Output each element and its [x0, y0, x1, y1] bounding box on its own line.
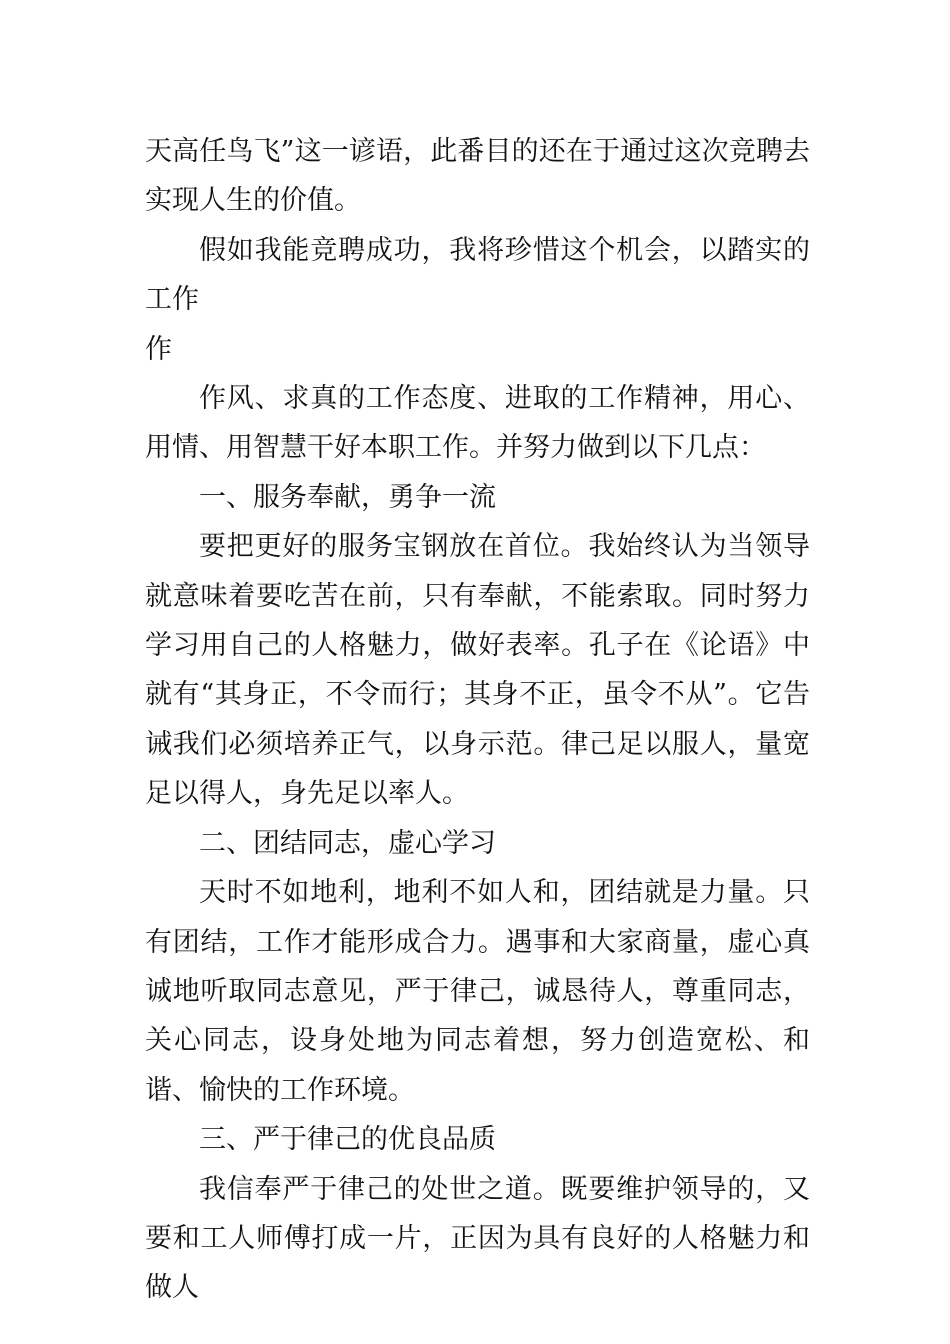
paragraph: 作: [145, 333, 172, 365]
paragraph: 天高任鸟飞”这一谚语，此番目的还在于通过这次竞聘去实现人生的价值。: [145, 136, 810, 217]
section-heading: 三、严于律己的优良品质: [199, 1124, 496, 1156]
paragraph: 天时不如地利，地利不如人和，团结就是力量。只有团结，工作才能形成合力。遇事和大家商量，虚心真诚地听取同志意见，严于律己，诚恳待人，尊重同志，关心同志，设身处地为同志着想，努力创造宽松、和谐、愉快的工作环境。: [145, 877, 810, 1106]
section-heading: 一、服务奉献，勇争一流: [199, 481, 496, 513]
paragraph: 作风、求真的工作态度、进取的工作精神，用心、用情、用智慧干好本职工作。并努力做到以下几点：: [145, 383, 810, 464]
paragraph: 要把更好的服务宝钢放在首位。我始终认为当领导就意味着要吃苦在前，只有奉献，不能索取。同时努力学习用自己的人格魅力，做好表率。孔子在《论语》中就有“其身正，不令而行；其身不正，虽令不从”。它告诫我们必须培养正气，以身示范。律己足以服人，量宽足以得人，身先足以率人。: [145, 531, 810, 810]
paragraph: 假如我能竞聘成功，我将珍惜这个机会，以踏实的工作: [145, 234, 810, 316]
section-heading: 二、团结同志，虚心学习: [199, 827, 496, 859]
paragraph: 我信奉严于律己的处世之道。既要维护领导的，又要和工人师傅打成一片，正因为具有良好的人格魅力和做人: [145, 1173, 810, 1304]
document-body: [145, 127, 810, 1313]
